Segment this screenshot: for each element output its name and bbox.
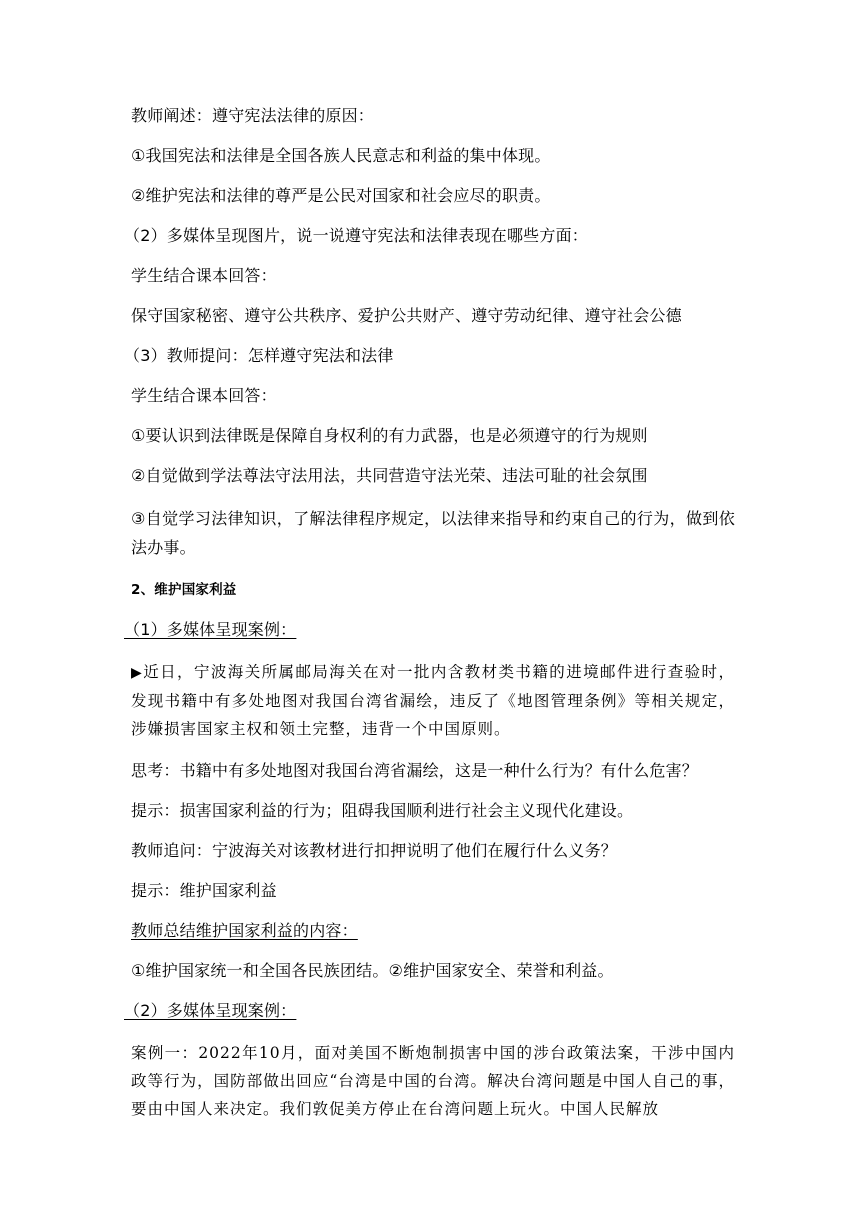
paragraph-student-answer-2: 学生结合课本回答： [131,386,277,405]
paragraph-case-one: 案例一：2022年10月，面对美国不断炮制损害中国的涉台政策法案，干涉中国内政等行为，国防部做出回应“台湾是中国的台湾。解决台湾问题是中国人自己的事，要由中国人来决定。我们敦促美方停止在台湾问题上玩火。中国人民解放 [131,1044,735,1118]
paragraph-reason-1: ①我国宪法和法律是全国各族人民意志和利益的集中体现。 [131,146,551,165]
paragraph-follow-up: 教师追问：宁波海关对该教材进行扣押说明了他们在履行什么义务？ [131,841,618,860]
paragraph-case-text [131,658,735,743]
summary-title-underlined: 教师总结维护国家利益的内容： [131,921,358,940]
paragraph-step-3: （3）教师提问：怎样遵守宪法和法律 [124,346,394,365]
paragraph-question: 思考：书籍中有多处地图对我国台湾省漏绘，这是一种什么行为？有什么危害？ [131,761,699,780]
paragraph-behaviors: 保守国家秘密、遵守公共秩序、爱护公共财产、遵守劳动纪律、遵守社会公德 [131,306,682,325]
paragraph-summary-content: ①维护国家统一和全国各民族团结。②维护国家安全、荣誉和利益。 [131,961,614,980]
paragraph-case-intro-2 [124,999,735,1023]
paragraph-reason-2: ②维护宪法和法律的尊严是公民对国家和社会应尽的职责。 [131,186,551,205]
case-intro-underlined: （1）多媒体呈现案例： [124,620,297,639]
paragraph-hint-1: 提示：损害国家利益的行为；阻碍我国顺利进行社会主义现代化建设。 [131,801,634,820]
paragraph-summary-title [131,919,735,943]
paragraph-student-answer: 学生结合课本回答： [131,266,277,285]
paragraph-case-intro [124,618,735,642]
paragraph-point-1: ①要认识到法律既是保障自身权利的有力武器，也是必须遵守的行为规则 [131,426,648,445]
triangle-marker-icon: ▶ [131,665,144,681]
paragraph-step-2: （2）多媒体呈现图片，说一说遵守宪法和法律表现在哪些方面： [124,226,588,245]
section-heading: 2、维护国家利益 [131,582,237,598]
document-body [124,104,735,1139]
case-text: 近日，宁波海关所属邮局海关在对一批内含教材类书籍的进境邮件进行查验时，发现书籍中有多处地图对我国台湾省漏绘，违反了《地图管理条例》等相关规定，涉嫌损害国家主权和领土完整，违背一个中国原则。 [131,663,735,738]
paragraph-point-2: ②自觉做到学法尊法守法用法，共同营造守法光荣、违法可耻的社会氛围 [131,466,648,485]
paragraph-hint-2: 提示：维护国家利益 [131,881,277,900]
case-intro-2-underlined: （2）多媒体呈现案例： [124,1001,297,1020]
paragraph-teacher-explanation: 教师阐述：遵守宪法法律的原因： [131,106,375,125]
paragraph-point-3: ③自觉学习法律知识，了解法律程序规定，以法律来指导和约束自己的行为，做到依法办事。 [131,509,735,557]
